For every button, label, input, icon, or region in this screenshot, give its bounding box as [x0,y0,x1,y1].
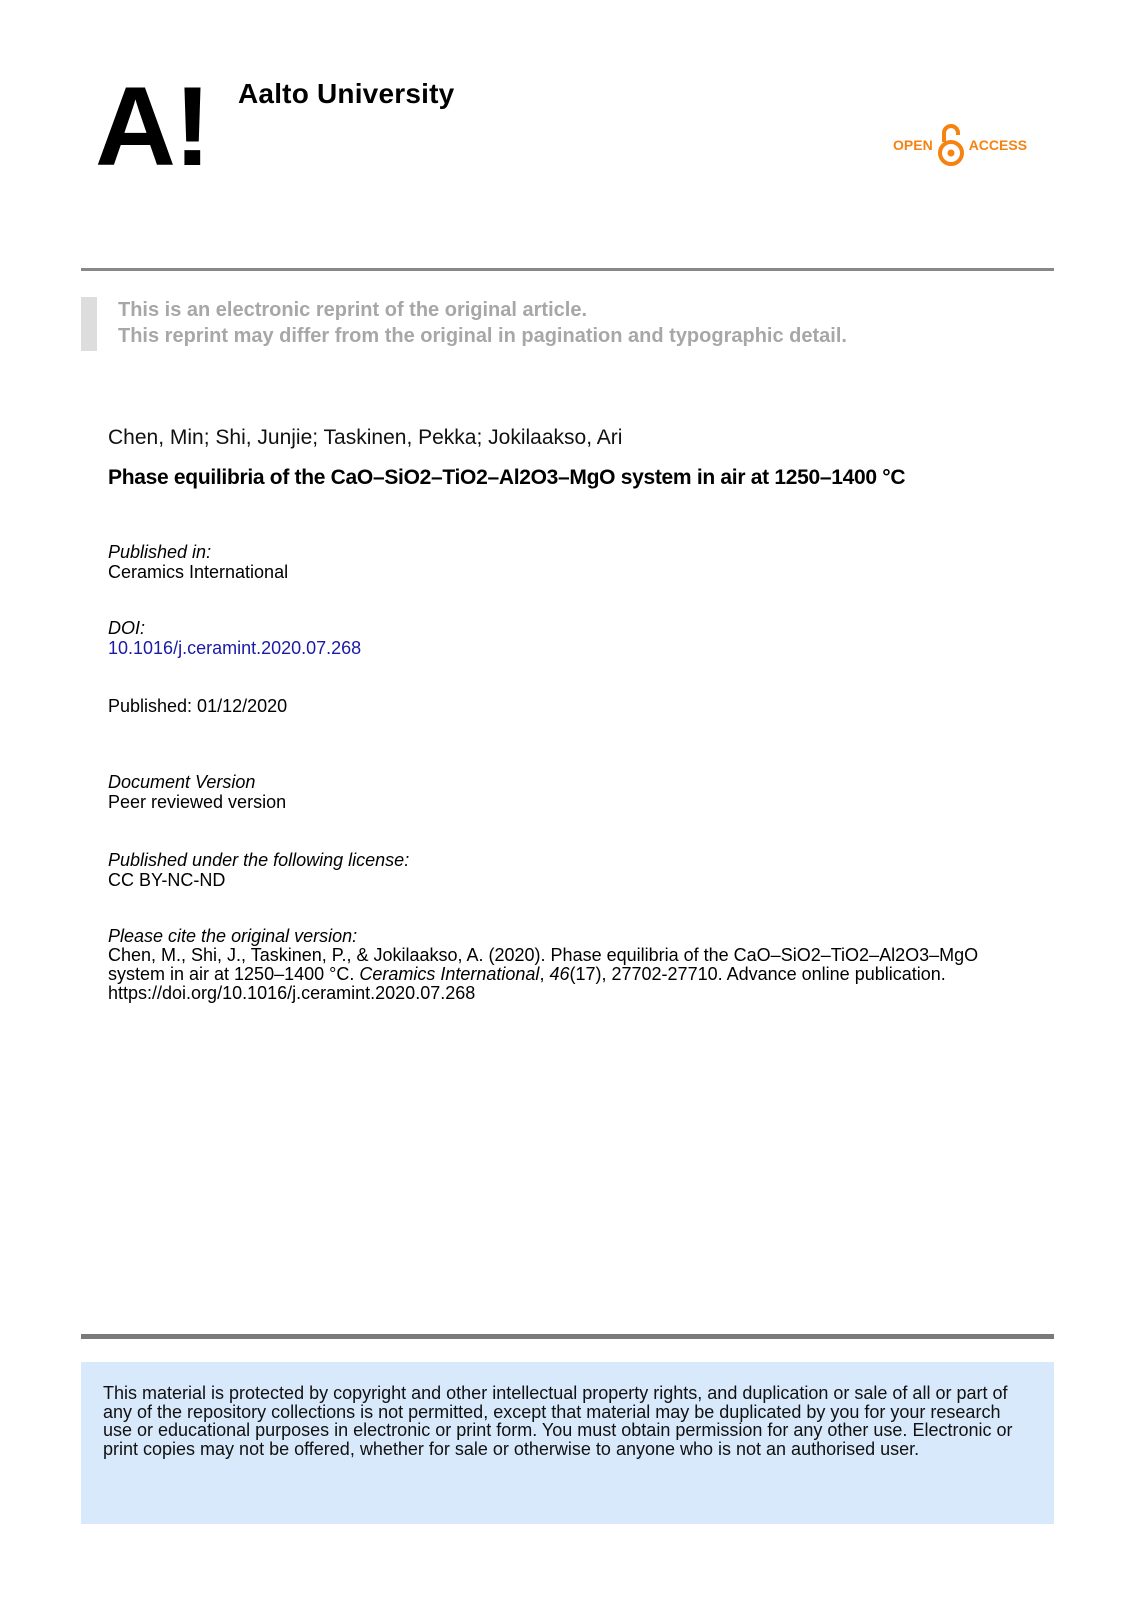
reprint-notice-line-2: This reprint may differ from the original in pagination and typographic detail. [118,325,847,347]
citation-text [108,946,1038,1003]
reprint-notice-line-1: This is an electronic reprint of the original article. [118,299,587,321]
top-divider [81,268,1054,271]
citation-section [108,926,1038,1003]
open-access-badge [893,122,1027,168]
reprint-notice-bar [81,297,97,351]
published-in-section [108,542,288,582]
university-name: Aalto University [238,78,455,109]
published-date: Published: 01/12/2020 [108,696,288,716]
document-version-section [108,772,286,812]
citation-part-1: Chen, M., Shi, J., Taskinen, P., & Jokilaakso, A. (2020). Phase equilibria of the CaO–SiO2–TiO2–Al2O3–MgO system in air at 1250–1400 °C. [108,945,979,984]
article-authors: Chen, Min; Shi, Junjie; Taskinen, Pekka; Jokilaakso, Ari [108,426,623,449]
article-title: Phase equilibria of the CaO–SiO2–TiO2–Al2O3–MgO system in air at 1250–1400 °C [108,466,906,489]
copyright-notice: This material is protected by copyright and other intellectual property rights, and duplication or sale of all or part of any of the repository collections is not permitted, except that material may be duplicated by you for your research use or educational purposes in electronic or print form. You must obtain permission for any other use. Electronic or print copies may not be offered, whether for sale or otherwise to anyone who is not an authorised user. [103,1383,1013,1459]
aalto-logo-mark: A! [95,64,210,189]
open-lock-icon [937,122,965,168]
license-section [108,850,409,890]
bottom-divider [81,1334,1054,1339]
doi-section [108,618,361,658]
citation-volume: 46 [549,964,570,984]
citation-separator: , [539,964,550,984]
doi-label: DOI: [108,618,146,638]
citation-label: Please cite the original version: [108,926,358,946]
document-version-value: Peer reviewed version [108,792,287,812]
open-access-label-right: ACCESS [968,137,1028,153]
document-version-label: Document Version [108,772,256,792]
license-label: Published under the following license: [108,850,410,870]
doi-link[interactable]: 10.1016/j.ceramint.2020.07.268 [108,638,362,658]
license-value: CC BY-NC-ND [108,870,226,890]
copyright-notice-box [81,1362,1054,1524]
open-access-label-left: OPEN [893,137,933,153]
reprint-notice [118,297,847,349]
published-in-value: Ceramics International [108,562,289,582]
published-in-label: Published in: [108,542,212,562]
citation-part-2: (17), 27702-27710. Advance online publication. https://doi.org/10.1016/j.ceramint.2020.07.268 [108,964,946,1003]
citation-journal: Ceramics International [359,964,540,984]
